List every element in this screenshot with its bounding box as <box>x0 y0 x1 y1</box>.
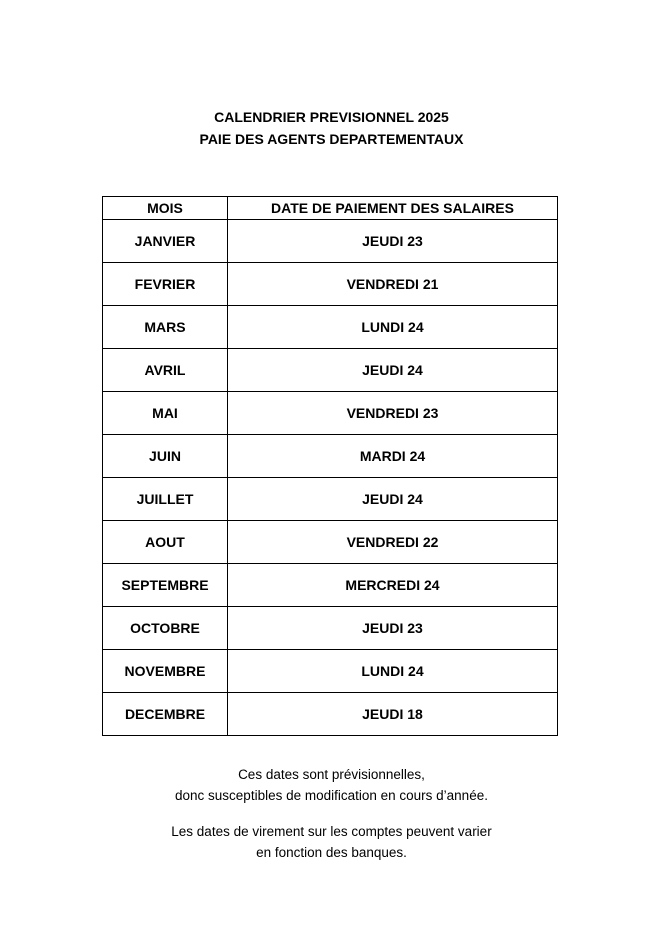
note-provisional-line-1: Ces dates sont prévisionnelles, <box>238 767 425 782</box>
month-cell: JUIN <box>103 435 228 478</box>
date-cell: LUNDI 24 <box>228 306 558 349</box>
note-spacer <box>0 806 663 821</box>
table-row <box>103 349 558 392</box>
note-bank-line-2: en fonction des banques. <box>256 845 407 860</box>
month-cell: NOVEMBRE <box>103 650 228 693</box>
header-payment-date: DATE DE PAIEMENT DES SALAIRES <box>228 197 558 220</box>
month-cell: DECEMBRE <box>103 693 228 736</box>
date-cell: MARDI 24 <box>228 435 558 478</box>
date-cell: VENDREDI 21 <box>228 263 558 306</box>
table-row <box>103 306 558 349</box>
table-row <box>103 435 558 478</box>
table-row <box>103 478 558 521</box>
title-line-1: CALENDRIER PREVISIONNEL 2025 <box>214 109 449 125</box>
table-row <box>103 693 558 736</box>
month-cell: JANVIER <box>103 220 228 263</box>
date-cell: JEUDI 23 <box>228 220 558 263</box>
date-cell: JEUDI 24 <box>228 349 558 392</box>
table-row <box>103 220 558 263</box>
month-cell: AOUT <box>103 521 228 564</box>
title-line-2: PAIE DES AGENTS DEPARTEMENTAUX <box>199 131 464 147</box>
date-cell: JEUDI 23 <box>228 607 558 650</box>
note-provisional-line-2: donc susceptibles de modification en cours d’année. <box>175 788 488 803</box>
table-row <box>103 564 558 607</box>
footnotes <box>0 764 663 863</box>
month-cell: SEPTEMBRE <box>103 564 228 607</box>
header-month: MOIS <box>103 197 228 220</box>
month-cell: AVRIL <box>103 349 228 392</box>
payment-calendar-table <box>102 196 558 736</box>
month-cell: FEVRIER <box>103 263 228 306</box>
note-bank-line-1: Les dates de virement sur les comptes peuvent varier <box>171 824 492 839</box>
date-cell: VENDREDI 22 <box>228 521 558 564</box>
table-row <box>103 263 558 306</box>
table-header-row <box>103 197 558 220</box>
document-title <box>0 106 663 150</box>
date-cell: VENDREDI 23 <box>228 392 558 435</box>
date-cell: LUNDI 24 <box>228 650 558 693</box>
month-cell: OCTOBRE <box>103 607 228 650</box>
date-cell: JEUDI 24 <box>228 478 558 521</box>
date-cell: JEUDI 18 <box>228 693 558 736</box>
date-cell: MERCREDI 24 <box>228 564 558 607</box>
table-row <box>103 392 558 435</box>
month-cell: MAI <box>103 392 228 435</box>
month-cell: MARS <box>103 306 228 349</box>
table-row <box>103 521 558 564</box>
month-cell: JUILLET <box>103 478 228 521</box>
table-row <box>103 607 558 650</box>
table-row <box>103 650 558 693</box>
